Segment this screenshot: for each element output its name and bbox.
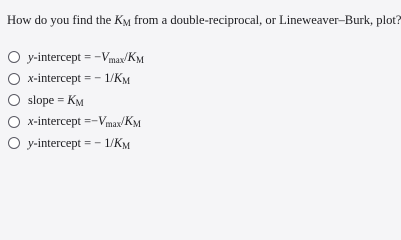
question-prefix: How do you find the: [7, 13, 115, 27]
question-k-symbol: K: [114, 13, 123, 27]
option-2-part: -intercept = − 1/: [33, 71, 114, 85]
option-4-part: -intercept =−: [33, 114, 99, 128]
option-3-part: M: [75, 97, 84, 108]
question-suffix: from a double-reciprocal, or Lineweaver–Burk, plot?: [130, 13, 401, 27]
option-1-part: max: [108, 54, 125, 65]
option-1-part: V: [101, 49, 109, 64]
option-1-part: M: [135, 54, 144, 65]
option-4-label: [28, 113, 141, 130]
option-4-part: max: [105, 119, 122, 129]
option-5-part: K: [113, 135, 123, 150]
option-4-part: M: [132, 119, 141, 129]
answer-options: [8, 47, 338, 155]
option-3[interactable]: [8, 90, 338, 110]
option-1-label: [28, 49, 144, 66]
question-k-subscript: M: [122, 18, 131, 28]
option-5-part: M: [122, 140, 131, 151]
option-4[interactable]: [8, 112, 338, 132]
radio-button-option-3[interactable]: [8, 94, 20, 106]
option-2[interactable]: [8, 69, 338, 89]
radio-button-option-2[interactable]: [8, 73, 20, 85]
option-2-part: K: [113, 71, 123, 85]
option-5-part: -intercept = − 1/: [33, 135, 114, 150]
option-5[interactable]: [8, 133, 338, 153]
radio-button-option-5[interactable]: [8, 137, 20, 149]
option-1-part: /: [124, 49, 128, 64]
option-2-part: x: [28, 71, 34, 85]
option-4-part: x: [28, 114, 34, 128]
option-1-part: K: [127, 49, 136, 64]
option-1-part: -intercept = −: [33, 49, 102, 64]
option-4-part: /: [121, 114, 125, 128]
option-2-part: M: [122, 76, 131, 86]
option-3-label: [28, 92, 84, 109]
option-3-part: slope =: [28, 92, 68, 107]
radio-button-option-1[interactable]: [8, 51, 20, 63]
option-3-part: K: [67, 92, 76, 107]
radio-button-option-4[interactable]: [8, 116, 20, 128]
option-5-part: y: [28, 135, 34, 150]
option-1[interactable]: [8, 47, 338, 67]
question-text: [7, 12, 401, 29]
option-2-label: [28, 70, 130, 87]
option-4-part: K: [124, 114, 133, 128]
option-5-label: [28, 135, 130, 152]
option-1-part: y: [28, 49, 34, 64]
option-4-part: V: [98, 114, 106, 128]
